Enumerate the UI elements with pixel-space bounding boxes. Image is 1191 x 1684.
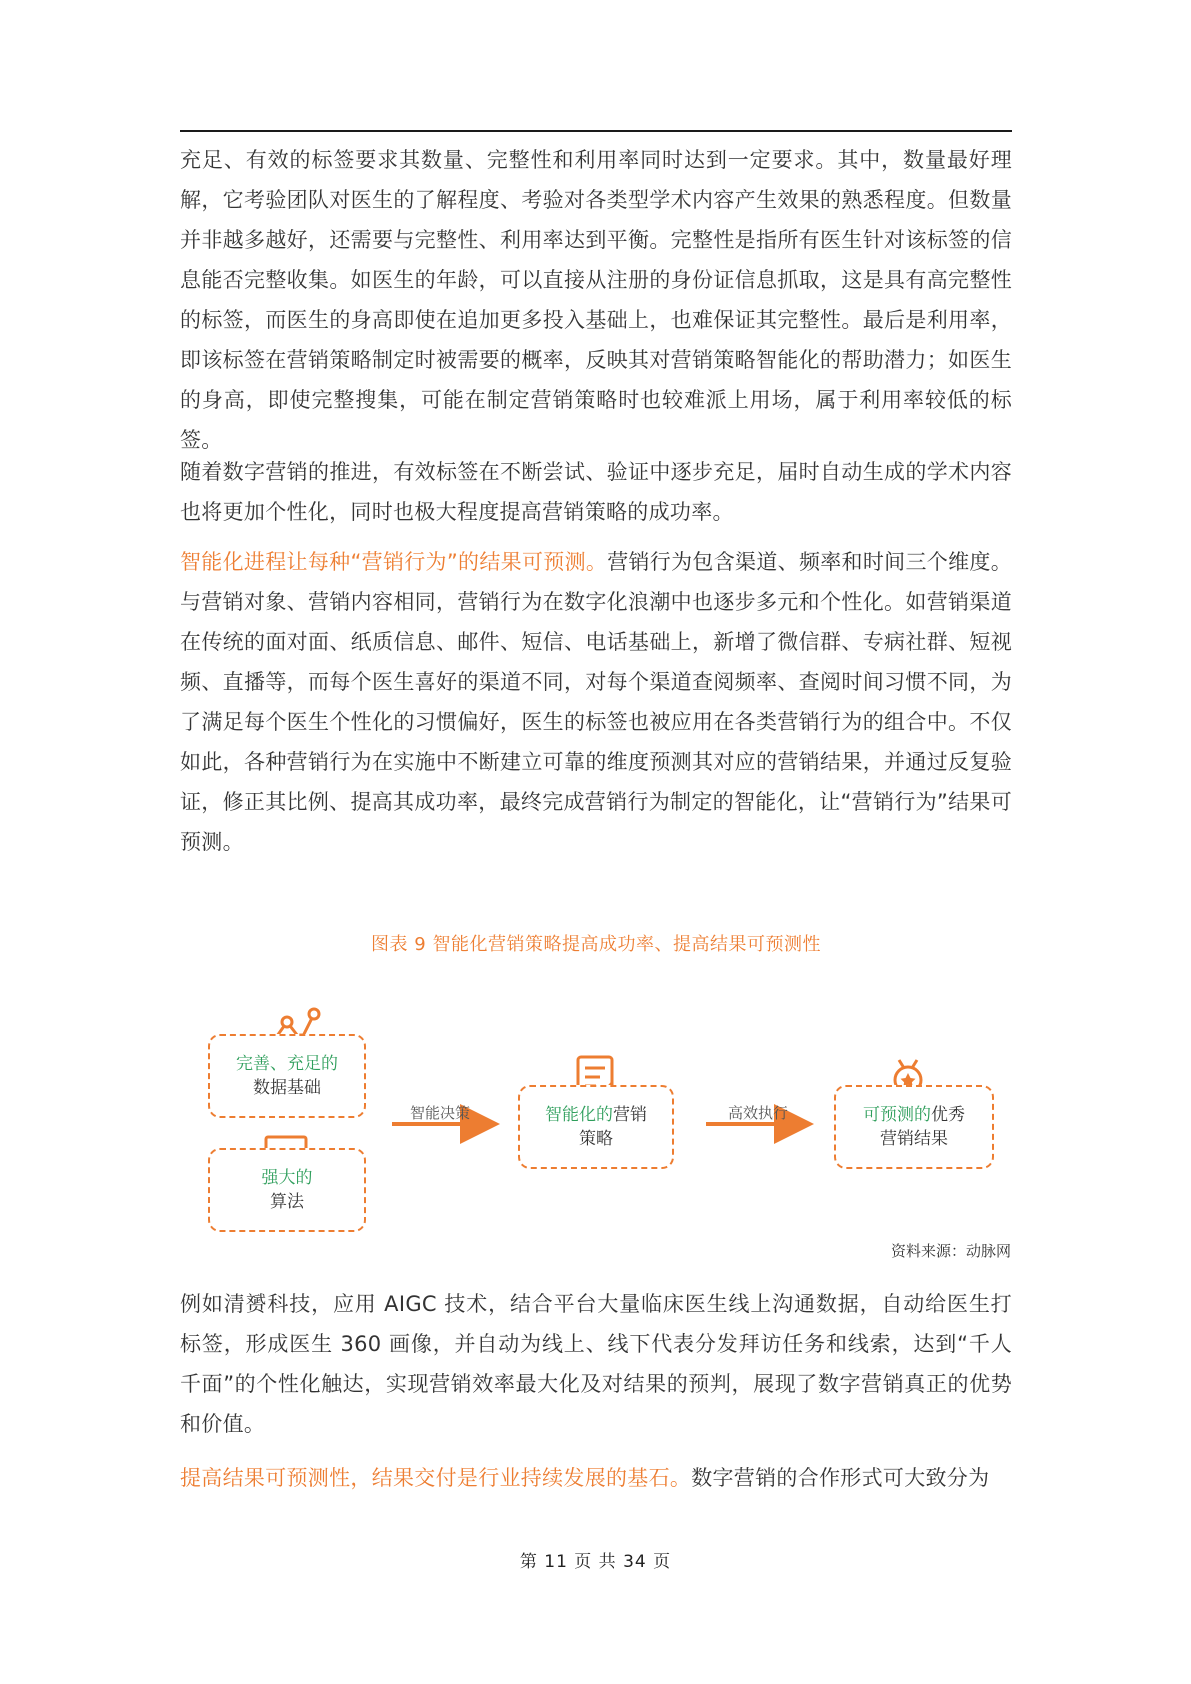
box-algorithm xyxy=(208,1148,366,1232)
paragraph-4: 例如清赟科技，应用 AIGC 技术，结合平台大量临床医生线上沟通数据，自动给医生打标签，形成医生 360 画像，并自动为线上、线下代表分发拜访任务和线索，达到“千人千面”的个性化触达，实现营销效率最大化及对结果的预判，展现了数字营销真正的优势和价值。 xyxy=(180,1292,1012,1436)
box-data-foundation-dark: 数据基础 xyxy=(253,1078,321,1098)
box-predictable-result-dark1: 优秀 xyxy=(931,1105,965,1125)
box-predictable-result xyxy=(834,1085,994,1169)
page-number: 第 11 页 共 34 页 xyxy=(519,1552,672,1572)
box-smart-strategy-green: 智能化的 xyxy=(545,1105,613,1125)
box-smart-strategy-dark2: 策略 xyxy=(579,1129,613,1149)
paragraph-3: 智能化进程让每种“营销行为”的结果可预测。营销行为包含渠道、频率和时间三个维度。与营销对象、营销内容相同，营销行为在数字化浪潮中也逐步多元和个性化。如营销渠道在传统的面对面、纸质信息、邮件、短信、电话基础上，新增了微信群、专病社群、短视频、直播等，而每个医生喜好的渠道不同，对每个渠道查阅频率、查阅时间习惯不同，为了满足每个医生个性化的习惯偏好，医生的标签也被应用在各类营销行为的组合中。不仅如此，各种营销行为在实施中不断建立可靠的维度预测其对应的营销结果，并通过反复验证，修正其比例、提高其成功率，最终完成营销行为制定的智能化，让“营销行为”结果可预测。 xyxy=(180,550,1012,854)
box-smart-strategy xyxy=(518,1085,674,1169)
box-data-foundation xyxy=(208,1034,366,1118)
paragraph-3-highlight: 智能化进程让每种“营销行为”的结果可预测。 xyxy=(180,550,608,574)
paragraph-1: 充足、有效的标签要求其数量、完整性和利用率同时达到一定要求。其中，数量最好理解，它考验团队对医生的了解程度、考验对各类型学术内容产生效果的熟悉程度。但数量并非越多越好，还需要与完整性、利用率达到平衡。完整性是指所有医生针对该标签的信息能否完整收集。如医生的年龄，可以直接从注册的身份证信息抓取，这是具有高完整性的标签，而医生的身高即使在追加更多投入基础上，也难保证其完整性。最后是利用率，即该标签在营销策略制定时被需要的概率，反映其对营销策略智能化的帮助潜力；如医生的身高，即使完整搜集，可能在制定营销策略时也较难派上用场，属于利用率较低的标签。 xyxy=(180,148,1012,452)
figure-source: 资料来源：动脉网 xyxy=(890,1242,1011,1260)
arrow-2-label: 高效执行 xyxy=(728,1104,789,1122)
box-predictable-result-green: 可预测的 xyxy=(863,1105,931,1125)
paragraph-2: 随着数字营销的推进，有效标签在不断尝试、验证中逐步充足，届时自动生成的学术内容也将更加个性化，同时也极大程度提高营销策略的成功率。 xyxy=(180,460,1012,524)
paragraph-5: 提高结果可预测性，结果交付是行业持续发展的基石。数字营销的合作形式可大致分为 xyxy=(180,1466,990,1490)
box-algorithm-dark: 算法 xyxy=(270,1192,304,1212)
box-algorithm-green: 强大的 xyxy=(261,1168,313,1188)
box-predictable-result-dark2: 营销结果 xyxy=(880,1129,948,1149)
box-smart-strategy-dark1: 营销 xyxy=(613,1105,647,1125)
paragraph-5-highlight: 提高结果可预测性，结果交付是行业持续发展的基石。 xyxy=(180,1466,692,1490)
arrow-1-label: 智能决策 xyxy=(410,1104,471,1122)
header-rule xyxy=(180,130,1012,132)
figure-caption: 图表 9 智能化营销策略提高成功率、提高结果可预测性 xyxy=(371,934,821,955)
box-data-foundation-green: 完善、充足的 xyxy=(236,1054,338,1074)
